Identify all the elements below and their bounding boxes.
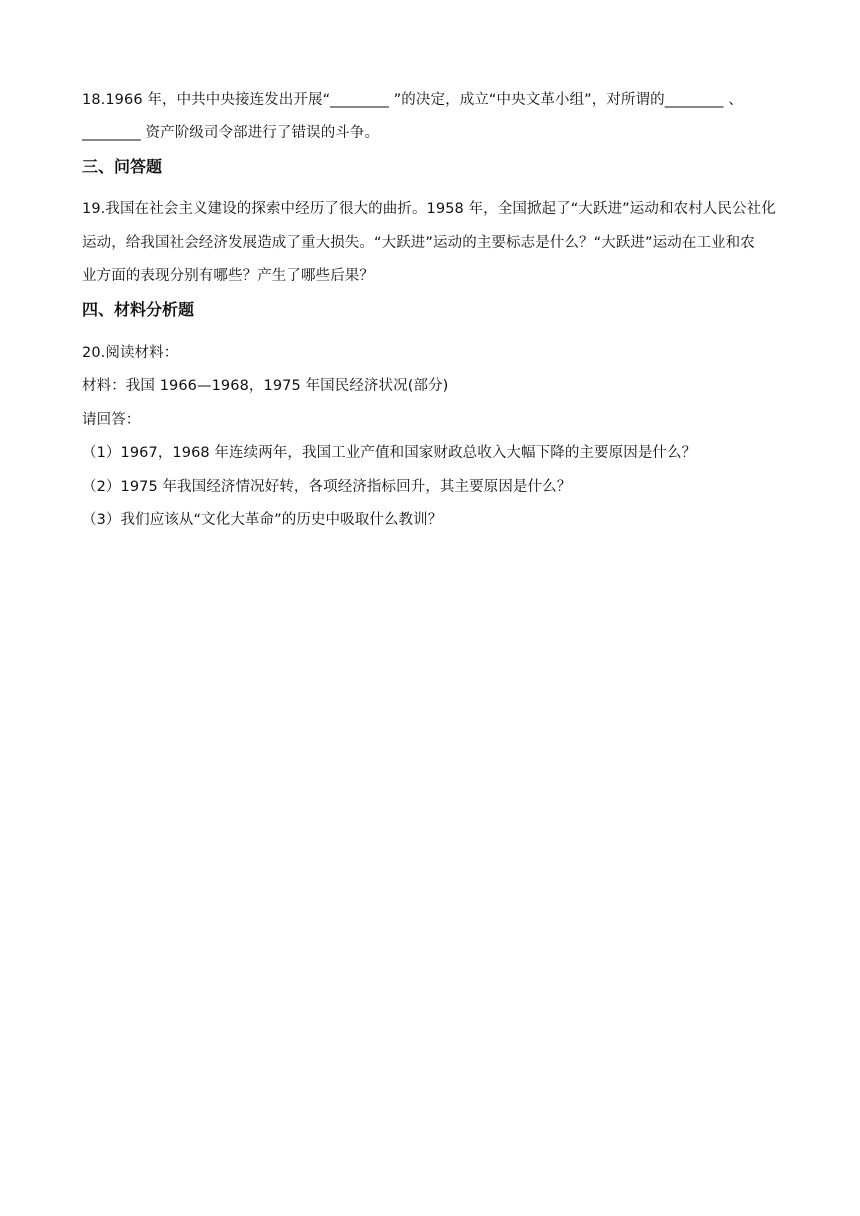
question-20-sub-3: （3）我们应该从“文化大革命”的历史中吸取什么教训？ (82, 512, 443, 528)
question-19-line-3: 业方面的表现分别有哪些？产生了哪些后果？ (82, 268, 374, 284)
question-20-intro: 20.阅读材料： (82, 345, 179, 361)
question-18-line-2: ________ 资产阶级司令部进行了错误的斗争。 (82, 125, 380, 141)
question-19-line-1: 19.我国在社会主义建设的探索中经历了很大的曲折。1958 年，全国掀起了“大跃进”运动和农村人民公社化 (82, 201, 776, 217)
question-18-line-1: 18.1966 年，中共中央接连发出开展“________ ”的决定，成立“中央文革小组”，对所谓的________ 、 (82, 92, 743, 108)
question-19-line-2: 运动，给我国社会经济发展造成了重大损失。“大跃进”运动的主要标志是什么？“大跃进”运动在工业和农 (82, 235, 755, 251)
section-heading-qa: 三、问答题 (82, 157, 163, 176)
question-20-sub-2: （2）1975 年我国经济情况好转，各项经济指标回升，其主要原因是什么？ (82, 479, 572, 495)
question-20-prompt: 请回答： (82, 412, 141, 428)
question-20-sub-1: （1）1967，1968 年连续两年，我国工业产值和国家财政总收入大幅下降的主要原因是什么？ (82, 445, 697, 461)
question-20-material: 材料：我国 1966—1968，1975 年国民经济状况(部分) (82, 378, 449, 394)
section-heading-material-analysis: 四、材料分析题 (82, 300, 195, 319)
